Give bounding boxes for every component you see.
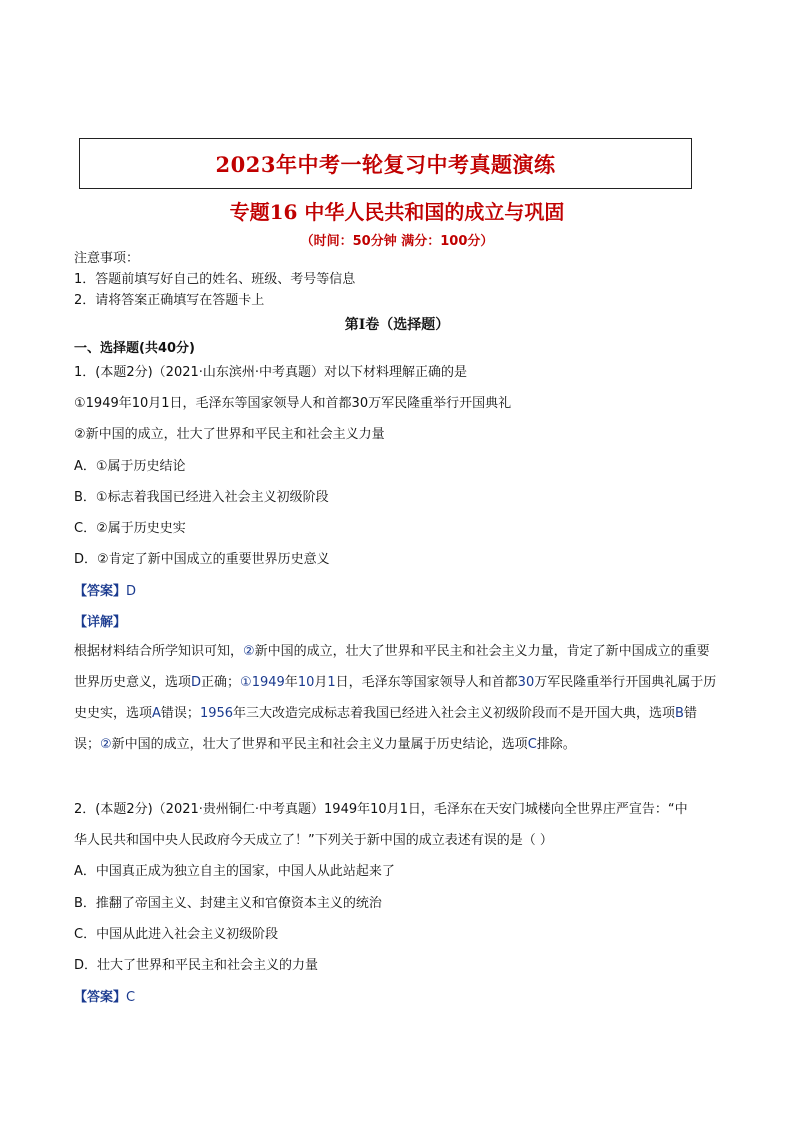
- detail-text: 年: [284, 675, 298, 690]
- detail-text: ①1949: [240, 675, 285, 690]
- answer-label: 【答案】: [74, 584, 127, 599]
- detail-text: ②: [100, 737, 112, 752]
- detail-text: C: [527, 737, 537, 752]
- detail-label-text: 【详解】: [74, 615, 127, 630]
- option-d: D．②肯定了新中国成立的重要世界历史意义: [74, 552, 330, 567]
- material-line: ②新中国的成立，壮大了世界和平民主和社会主义力量: [74, 427, 385, 442]
- detail-text: A: [152, 706, 161, 721]
- question-stem: 1．(本题2分)（2021·山东滨州·中考真题）对以下材料理解正确的是: [74, 365, 468, 380]
- option-b: B．①标志着我国已经进入社会主义初级阶段: [74, 490, 329, 505]
- option-c: C．中国从此进入社会主义初级阶段: [74, 927, 279, 942]
- notes-item: 1．答题前填写好自己的姓名、班级、考号等信息: [74, 272, 356, 287]
- detail-text: 10: [297, 675, 315, 690]
- detail-text: 错误；: [160, 706, 200, 721]
- detail-text: 年三大改造完成标志着我国已经进入社会主义初级阶段而不是开国大典，选项: [233, 706, 676, 721]
- volume-title: 第I卷（选择题）: [344, 317, 450, 333]
- detail-text: D: [191, 675, 202, 690]
- question-stem: 2．(本题2分)（2021·贵州铜仁·中考真题）1949年10月1日，毛泽东在天安门城楼向全世界庄严宣告：“中: [74, 802, 688, 817]
- material-line: ①1949年10月1日，毛泽东等国家领导人和首都30万军民隆重举行开国典礼: [74, 396, 512, 411]
- time-score-info: （时间：50分钟 满分：100分）: [300, 234, 494, 249]
- question-stem: 华人民共和国中央人民政府今天成立了！”下列关于新中国的成立表述有误的是（ ）: [74, 833, 553, 848]
- detail-text: 月: [314, 675, 328, 690]
- detail-text: 万军民隆重举行开国典礼属于历史史实，选项: [74, 675, 717, 721]
- option-a: A．中国真正成为独立自主的国家，中国人从此站起来了: [74, 864, 395, 879]
- answer-label: 【答案】: [74, 990, 127, 1005]
- answer-row: [74, 986, 135, 1005]
- detail-text: 排除。: [536, 737, 576, 752]
- detail-text: 日，毛泽东等国家领导人和首都: [335, 675, 518, 690]
- option-d: D．壮大了世界和平民主和社会主义的力量: [74, 958, 319, 973]
- detail-text: 正确；: [201, 675, 241, 690]
- detail-paragraph: [74, 636, 722, 760]
- detail-text: 1956: [199, 706, 234, 721]
- detail-text: 根据材料结合所学知识可知，: [74, 644, 244, 659]
- detail-text: 1: [327, 675, 336, 690]
- section-title: 一、选择题(共40分): [74, 341, 195, 356]
- detail-text: 新中国的成立，壮大了世界和平民主和社会主义力量属于历史结论，选项: [111, 737, 528, 752]
- option-b: B．推翻了帝国主义、封建主义和官僚资本主义的统治: [74, 896, 382, 911]
- title-box: [79, 138, 692, 189]
- detail-text: 新中国的成立，壮大了世界和平民主和社会主义力量，肯定了新中国成立的重要世界历史意义，选项: [74, 644, 710, 690]
- answer-value: C: [126, 990, 136, 1005]
- detail-text: 错误；: [74, 706, 697, 752]
- topic-subtitle: 专题16 中华人民共和国的成立与巩固: [229, 200, 565, 224]
- answer-row: [74, 580, 136, 599]
- detail-text: ②: [243, 644, 255, 659]
- detail-text: 30: [517, 675, 535, 690]
- notes-item: 2．请将答案正确填写在答题卡上: [74, 293, 265, 308]
- option-a: A．①属于历史结论: [74, 459, 186, 474]
- answer-value: D: [126, 584, 137, 599]
- notes-heading: 注意事项：: [74, 251, 140, 266]
- option-c: C．②属于历史史实: [74, 521, 186, 536]
- detail-label: [74, 611, 126, 630]
- detail-text: B: [675, 706, 684, 721]
- page-title: 2023年中考一轮复习中考真题演练: [215, 151, 556, 177]
